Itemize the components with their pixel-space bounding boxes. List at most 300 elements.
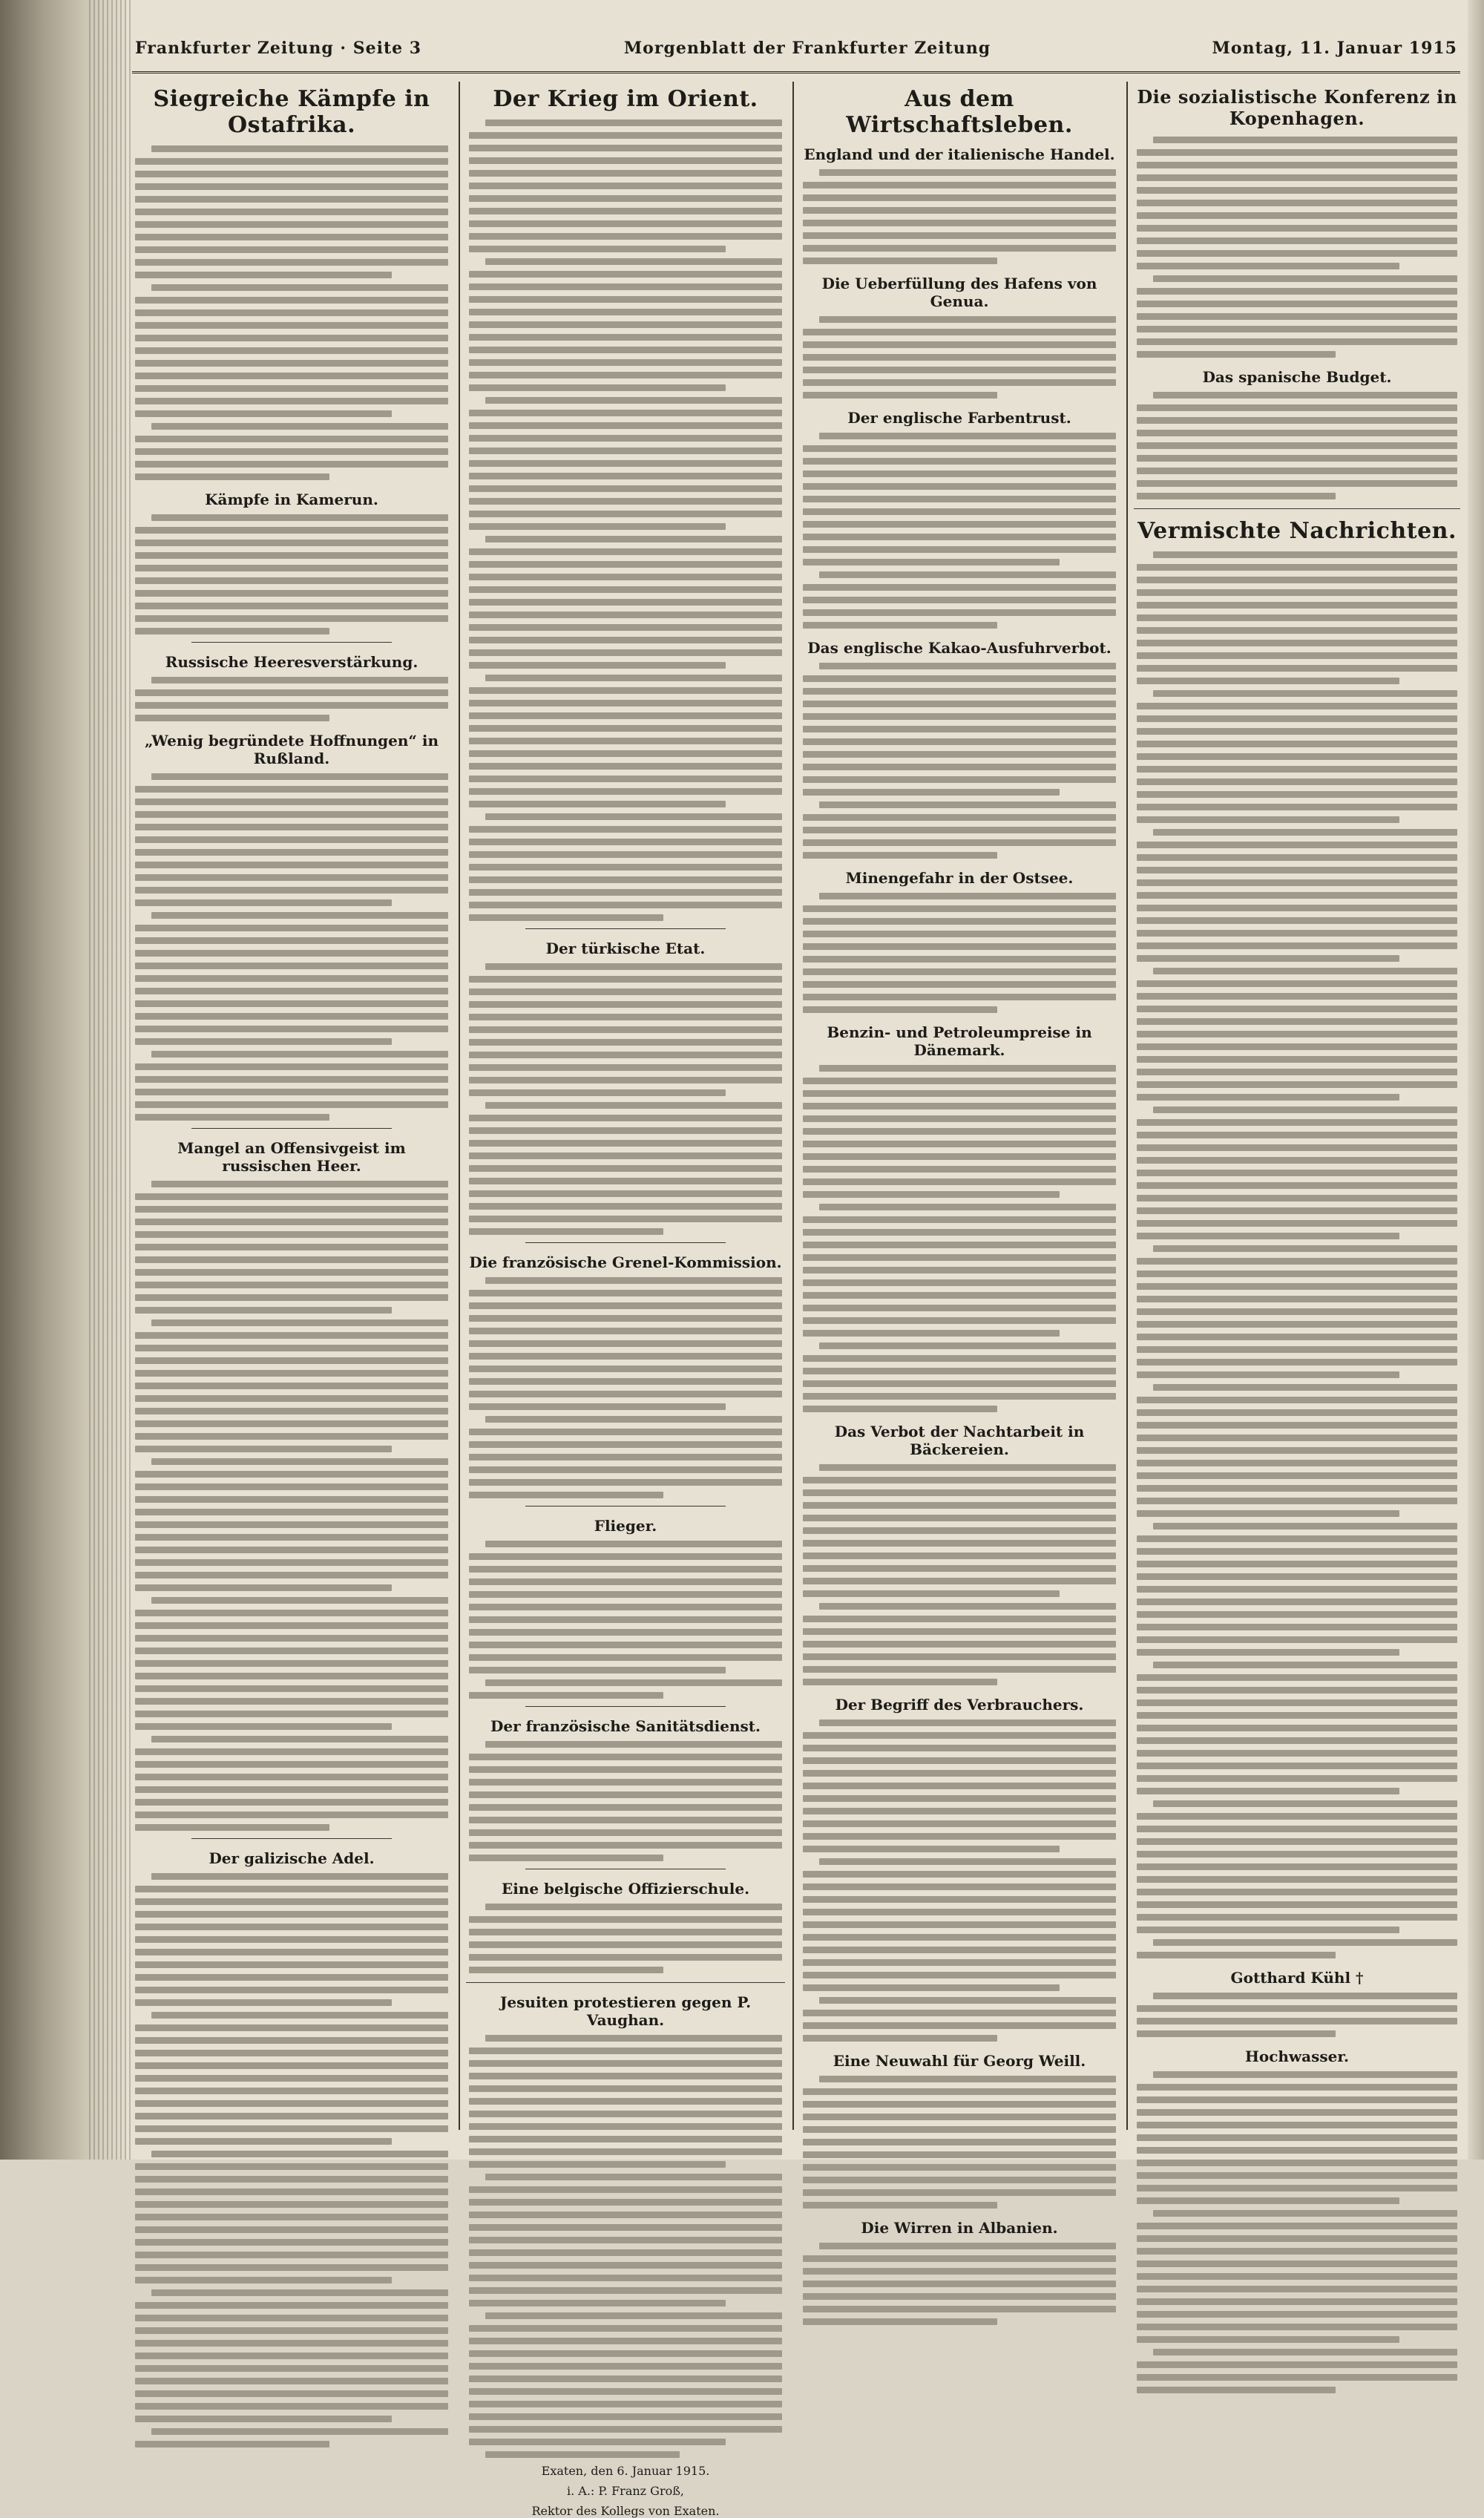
- article-headline: Der englische Farbentrust.: [847, 409, 1071, 427]
- text-line: [803, 1477, 1116, 1483]
- text-line: [135, 1898, 448, 1905]
- text-line: [803, 392, 997, 399]
- text-line: [135, 2037, 448, 2044]
- text-line: [135, 887, 448, 894]
- text-line: [1153, 1939, 1457, 1946]
- text-line: [1153, 1384, 1457, 1391]
- text-line: [1137, 326, 1457, 332]
- text-line: [1137, 301, 1457, 307]
- text-line: [1137, 430, 1457, 436]
- text-line: [469, 864, 782, 871]
- text-line: [1137, 804, 1457, 810]
- text-line: [135, 1269, 448, 1276]
- text-line: [1137, 212, 1457, 219]
- article-headline: Hochwasser.: [1244, 2047, 1350, 2065]
- text-line: [1137, 1220, 1457, 1227]
- text-line: [1137, 1346, 1457, 1353]
- text-line: [469, 2212, 782, 2218]
- text-line: [469, 2350, 782, 2357]
- text-line: [469, 485, 782, 492]
- text-line: [469, 2426, 782, 2433]
- text-line: [803, 496, 1116, 502]
- text-line: [469, 1153, 782, 1159]
- text-line: [819, 1065, 1116, 1072]
- text-line: [135, 874, 448, 881]
- text-line: [1137, 2286, 1457, 2292]
- article-body: [803, 1719, 1116, 2042]
- text-line: [469, 372, 782, 378]
- text-line: [469, 914, 663, 921]
- text-line: [1137, 351, 1336, 358]
- text-line: [469, 2047, 782, 2054]
- text-line: [803, 1909, 1116, 1915]
- text-line: [135, 799, 448, 805]
- text-line: [803, 1489, 1116, 1496]
- text-line: [485, 1904, 782, 1910]
- text-line: [135, 1063, 448, 1070]
- text-line: [803, 726, 1116, 732]
- article-body: [803, 893, 1116, 1013]
- text-line: [469, 2275, 782, 2281]
- divider: [525, 1706, 726, 1707]
- text-line: [485, 675, 782, 681]
- text-line: [469, 2376, 782, 2382]
- text-line: [469, 1026, 782, 1033]
- text-line: [803, 245, 1116, 252]
- text-line: [1137, 867, 1457, 873]
- text-line: [819, 1997, 1116, 2004]
- text-line: [1137, 200, 1457, 206]
- text-line: [135, 1949, 448, 1955]
- text-line: [1137, 1207, 1457, 1214]
- text-line: [803, 764, 1116, 770]
- text-line: [1137, 2096, 1457, 2103]
- article-headline: England und der italienische Handel.: [804, 145, 1115, 163]
- text-line: [469, 1654, 782, 1661]
- text-line: [469, 561, 782, 568]
- text-line: [1153, 137, 1457, 143]
- text-line: [803, 508, 1116, 515]
- text-line: [135, 577, 448, 584]
- text-line: [469, 2439, 726, 2445]
- text-line: [803, 918, 1116, 925]
- text-line: [1137, 1561, 1457, 1567]
- text-line: [1153, 1523, 1457, 1530]
- signature-name: i. A.: P. Franz Groß,: [566, 2484, 685, 2498]
- text-line: [1137, 2361, 1457, 2368]
- text-line: [469, 511, 782, 517]
- text-line: [819, 1858, 1116, 1865]
- text-line: [135, 1076, 448, 1083]
- text-line: [1137, 1599, 1457, 1605]
- text-line: [1137, 1157, 1457, 1164]
- text-line: [1137, 703, 1457, 709]
- text-line: [135, 628, 329, 635]
- column-1: [132, 82, 451, 2130]
- text-line: [1137, 1283, 1457, 1290]
- text-line: [469, 1429, 782, 1435]
- text-line: [803, 1254, 1116, 1261]
- text-line: [135, 335, 448, 341]
- article-body: [1137, 2071, 1457, 2393]
- text-line: [803, 1846, 1060, 1852]
- text-line: [803, 2088, 1116, 2095]
- divider: [525, 928, 726, 929]
- text-line: [151, 2289, 448, 2296]
- text-line: [1137, 288, 1457, 295]
- text-line: [151, 145, 448, 152]
- text-line: [803, 1679, 997, 1685]
- text-line: [135, 1496, 448, 1503]
- text-line: [803, 1279, 1116, 1286]
- text-line: [469, 2325, 782, 2332]
- text-line: [1137, 174, 1457, 181]
- text-line: [135, 899, 392, 906]
- text-line: [135, 1584, 392, 1591]
- text-line: [135, 1723, 392, 1730]
- text-line: [1137, 442, 1457, 449]
- text-line: [803, 1732, 1116, 1739]
- text-line: [135, 862, 448, 868]
- text-line: [469, 1001, 782, 1008]
- text-line: [1137, 2147, 1457, 2154]
- article-headline: Siegreiche Kämpfe in Ostafrika.: [153, 86, 430, 138]
- text-line: [803, 1216, 1116, 1223]
- text-line: [1137, 1699, 1457, 1706]
- text-line: [803, 675, 1116, 682]
- text-line: [1153, 1800, 1457, 1807]
- text-line: [1137, 225, 1457, 232]
- text-line: [803, 483, 1116, 490]
- text-line: [469, 1667, 726, 1673]
- text-line: [469, 1791, 782, 1798]
- text-line: [135, 171, 448, 177]
- text-line: [1137, 1725, 1457, 1731]
- text-line: [803, 1153, 1116, 1160]
- text-line: [469, 2085, 782, 2092]
- text-line: [135, 2365, 448, 2372]
- text-line: [1137, 1851, 1457, 1858]
- text-line: [469, 2388, 782, 2395]
- article-headline: Das englische Kakao-Ausfuhrverbot.: [807, 639, 1112, 657]
- text-line: [469, 649, 782, 656]
- text-line: [803, 1103, 1116, 1109]
- text-line: [469, 1916, 782, 1923]
- text-line: [135, 1886, 448, 1892]
- text-line: [469, 132, 782, 139]
- text-line: [469, 1492, 663, 1498]
- text-line: [469, 1754, 782, 1760]
- text-line: [135, 1961, 448, 1968]
- text-line: [1137, 1031, 1457, 1037]
- text-line: [135, 1786, 448, 1793]
- article-headline: Der türkische Etat.: [545, 940, 706, 957]
- text-line: [1137, 917, 1457, 924]
- text-line: [803, 207, 1116, 214]
- text-line: [803, 559, 1060, 565]
- column-4: [1134, 82, 1460, 2130]
- text-line: [1137, 1094, 1399, 1101]
- column-2: [466, 82, 785, 2518]
- text-line: [1137, 741, 1457, 747]
- text-line: [1137, 1308, 1457, 1315]
- text-line: [135, 1471, 448, 1478]
- text-line: [803, 1833, 1116, 1840]
- text-line: [135, 1924, 448, 1930]
- text-line: [135, 448, 448, 455]
- text-line: [469, 1190, 782, 1197]
- text-line: [803, 1820, 1116, 1827]
- text-line: [135, 1711, 448, 1717]
- text-line: [135, 1509, 448, 1515]
- text-line: [1137, 1271, 1457, 1277]
- text-line: [803, 1808, 1116, 1814]
- text-line: [803, 751, 1116, 758]
- text-line: [1153, 690, 1457, 697]
- article-headline: Russische Heeresverstärkung.: [165, 653, 418, 671]
- text-line: [135, 183, 448, 190]
- text-line: [135, 2315, 448, 2321]
- text-line: [1137, 2134, 1457, 2141]
- text-line: [803, 609, 1116, 616]
- text-line: [469, 2287, 782, 2294]
- article-headline: Eine belgische Offizierschule.: [501, 1880, 750, 1898]
- text-line: [151, 1736, 448, 1742]
- text-line: [135, 436, 448, 442]
- text-line: [803, 2268, 1116, 2275]
- text-line: [469, 1315, 782, 1322]
- text-line: [469, 1328, 782, 1334]
- text-line: [135, 1383, 448, 1389]
- text-line: [1153, 829, 1457, 836]
- text-line: [803, 1515, 1116, 1521]
- text-line: [1137, 715, 1457, 722]
- text-line: [135, 2403, 448, 2410]
- text-line: [135, 461, 448, 468]
- text-line: [469, 2224, 782, 2231]
- text-line: [135, 1000, 448, 1007]
- text-line: [135, 1987, 448, 1993]
- text-line: [135, 2088, 448, 2094]
- signature-place-date: Exaten, den 6. Januar 1915.: [541, 2464, 710, 2478]
- text-line: [1137, 313, 1457, 320]
- text-line: [135, 1420, 448, 1427]
- text-line: [469, 2249, 782, 2256]
- text-line: [135, 2239, 448, 2246]
- text-line: [1137, 2374, 1457, 2381]
- text-line: [151, 2012, 448, 2019]
- article-headline: Die sozialistische Konferenz in Kopenhagen.: [1137, 86, 1457, 129]
- text-line: [819, 1719, 1116, 1726]
- masthead-date: Montag, 11. Januar 1915: [1212, 39, 1457, 58]
- text-line: [803, 534, 1116, 540]
- text-line: [469, 738, 782, 744]
- text-line: [135, 1698, 448, 1705]
- text-line: [803, 827, 1116, 833]
- text-line: [1137, 1535, 1457, 1542]
- text-line: [135, 1911, 448, 1918]
- text-line: [469, 157, 782, 164]
- text-line: [1137, 2005, 1457, 2012]
- text-line: [1137, 614, 1457, 621]
- article-headline: Mangel an Offensivgeist im russischen Heer.: [177, 1139, 406, 1175]
- text-line: [469, 599, 782, 606]
- text-line: [135, 1521, 448, 1528]
- text-line: [469, 2123, 782, 2130]
- text-line: [469, 2338, 782, 2344]
- text-line: [803, 2189, 1116, 2196]
- text-line: [1137, 678, 1399, 684]
- text-line: [1137, 1788, 1399, 1794]
- text-line: [803, 905, 1116, 912]
- text-line: [469, 321, 782, 328]
- article-headline: Gotthard Kühl †: [1230, 1969, 1364, 1987]
- text-line: [135, 1610, 448, 1616]
- text-line: [135, 1974, 448, 1981]
- article-body: [1137, 392, 1457, 499]
- text-line: [819, 1464, 1116, 1471]
- text-line: [1137, 1889, 1457, 1895]
- text-line: [469, 548, 782, 555]
- text-line: [1137, 778, 1457, 785]
- text-line: [803, 1292, 1116, 1299]
- text-line: [803, 1305, 1116, 1311]
- column-rule: [792, 82, 794, 2130]
- text-line: [1137, 1119, 1457, 1126]
- text-line: [135, 209, 448, 215]
- text-line: [469, 1578, 782, 1585]
- text-line: [469, 296, 782, 303]
- divider: [191, 1128, 392, 1129]
- text-line: [485, 397, 782, 404]
- article-body: [135, 145, 448, 480]
- text-line: [803, 1745, 1116, 1751]
- text-line: [1137, 2273, 1457, 2280]
- article-body: [803, 1065, 1116, 1412]
- text-line: [803, 2139, 1116, 2145]
- text-line: [1137, 1712, 1457, 1719]
- text-line: [135, 2138, 392, 2145]
- text-line: [135, 811, 448, 818]
- text-line: [803, 776, 1116, 783]
- text-line: [485, 119, 782, 126]
- text-line: [469, 473, 782, 479]
- text-line: [803, 1128, 1116, 1135]
- text-line: [803, 1653, 1116, 1660]
- text-line: [469, 2073, 782, 2079]
- article-body: [469, 963, 782, 1235]
- text-line: [1137, 2172, 1457, 2179]
- text-line: [803, 1317, 1116, 1324]
- text-line: [151, 1458, 448, 1465]
- text-line: [469, 2186, 782, 2193]
- text-line: [469, 2413, 782, 2420]
- text-line: [151, 1181, 448, 1187]
- text-line: [469, 334, 782, 341]
- text-line: [803, 1947, 1116, 1953]
- text-line: [1137, 1043, 1457, 1050]
- text-line: [1137, 1927, 1399, 1933]
- text-line: [135, 2201, 448, 2208]
- text-line: [469, 2300, 726, 2306]
- text-line: [135, 473, 329, 480]
- text-line: [1137, 2185, 1457, 2191]
- text-line: [135, 309, 448, 316]
- article-headline: Jesuiten protestieren gegen P. Vaughan.: [499, 1993, 752, 2029]
- text-line: [819, 433, 1116, 439]
- text-line: [135, 1534, 448, 1541]
- text-line: [469, 826, 782, 833]
- text-line: [803, 1380, 1116, 1387]
- text-line: [803, 1502, 1116, 1509]
- text-line: [135, 963, 448, 969]
- text-line: [803, 1616, 1116, 1622]
- text-line: [803, 2022, 1116, 2029]
- text-line: [803, 1871, 1116, 1878]
- text-line: [135, 2062, 448, 2069]
- text-line: [151, 677, 448, 683]
- text-line: [803, 2255, 1116, 2262]
- text-line: [469, 763, 782, 770]
- text-line: [1137, 1132, 1457, 1138]
- text-line: [803, 789, 1060, 796]
- text-line: [1137, 577, 1457, 583]
- text-line: [1137, 753, 1457, 760]
- divider: [191, 1838, 392, 1839]
- text-line: [135, 1038, 392, 1045]
- text-line: [803, 1783, 1116, 1789]
- text-line: [469, 1566, 782, 1573]
- text-line: [469, 1842, 782, 1849]
- text-line: [135, 2226, 448, 2233]
- text-line: [1137, 1636, 1457, 1643]
- article-headline: Minengefahr in der Ostsee.: [845, 869, 1074, 887]
- text-line: [135, 2163, 448, 2170]
- text-line: [803, 1770, 1116, 1777]
- page-content: [132, 30, 1460, 2518]
- text-line: [135, 1013, 448, 1020]
- text-line: [1137, 2223, 1457, 2229]
- divider: [525, 1242, 726, 1243]
- text-line: [469, 2148, 782, 2155]
- text-line: [803, 1921, 1116, 1928]
- text-line: [469, 750, 782, 757]
- divider: [1134, 508, 1460, 509]
- text-line: [135, 565, 448, 571]
- text-line: [135, 1193, 448, 1200]
- text-line: [485, 2312, 782, 2319]
- text-line: [803, 1896, 1116, 1903]
- text-line: [469, 1178, 782, 1184]
- article-body: [135, 1873, 448, 2447]
- text-line: [1137, 263, 1399, 269]
- text-line: [1137, 1296, 1457, 1302]
- text-line: [135, 950, 448, 957]
- text-line: [803, 1178, 1116, 1185]
- text-line: [1137, 892, 1457, 899]
- text-line: [1137, 589, 1457, 596]
- text-line: [803, 1229, 1116, 1236]
- text-line: [469, 1616, 782, 1623]
- text-line: [135, 715, 329, 721]
- text-line: [135, 2264, 448, 2271]
- text-line: [135, 1244, 448, 1250]
- text-line: [803, 1578, 1116, 1584]
- text-line: [803, 1984, 1060, 1991]
- text-line: [1137, 237, 1457, 244]
- text-line: [135, 259, 448, 266]
- text-line: [469, 220, 782, 227]
